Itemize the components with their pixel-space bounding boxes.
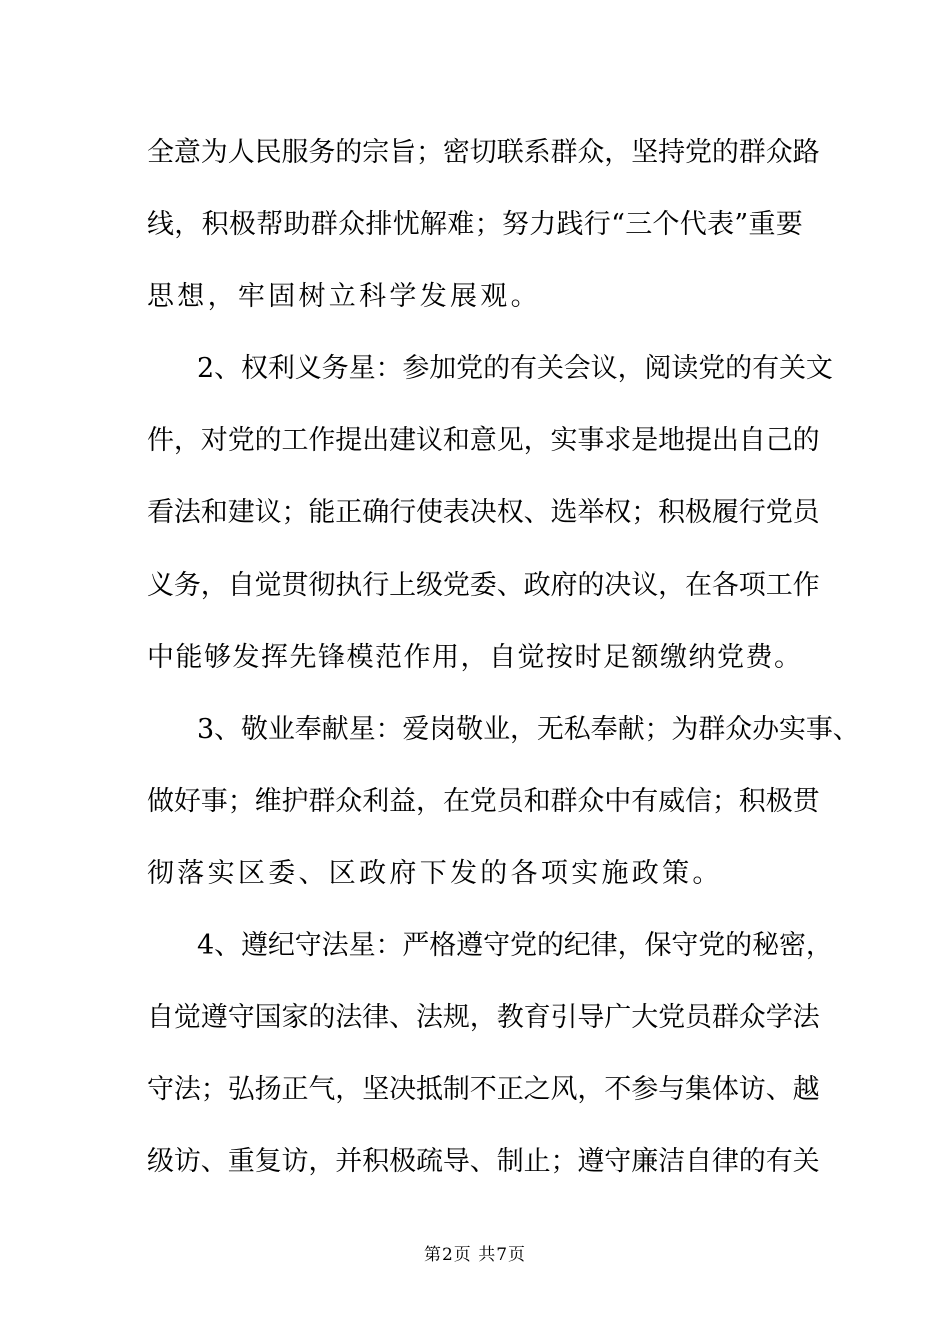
body-text-line: 自觉遵守国家的法律、法规，教育引导广大党员群众学法	[147, 1002, 820, 1033]
body-text-line: 做好事；维护群众利益，在党员和群众中有威信；积极贯	[147, 786, 820, 817]
body-text-line: 级访、重复访，并积极疏导、制止；遵守廉洁自律的有关	[147, 1146, 820, 1177]
body-text-line: 全意为人民服务的宗旨；密切联系群众，坚持党的群众路	[147, 137, 820, 168]
body-text-line: 思想，牢固树立科学发展观。	[147, 281, 541, 312]
body-text-line: 守法；弘扬正气，坚决抵制不正之风，不参与集体访、越	[147, 1074, 820, 1105]
body-text-line: 中能够发挥先锋模范作用，自觉按时足额缴纳党费。	[147, 642, 803, 673]
body-text-line: 看法和建议；能正确行使表决权、选举权；积极履行党员	[147, 497, 820, 528]
body-text-line: 线，积极帮助群众排忧解难；努力践行“三个代表”重要	[147, 209, 804, 240]
paragraph-start-line: 2、权利义务星：参加党的有关会议，阅读党的有关文	[197, 353, 833, 384]
paragraph-start-line: 3、敬业奉献星：爱岗敬业，无私奉献；为群众办实事、	[197, 714, 860, 745]
paragraph-start-line: 4、遵纪守法星：严格遵守党的纪律，保守党的秘密，	[197, 930, 833, 961]
body-text-line: 件，对党的工作提出建议和意见，实事求是地提出自己的	[147, 425, 820, 456]
page-number-footer: 第2页 共7页	[423, 1245, 527, 1265]
body-text-line: 彻落实区委、区政府下发的各项实施政策。	[147, 858, 723, 889]
body-text-line: 义务，自觉贯彻执行上级党委、政府的决议，在各项工作	[147, 570, 820, 601]
